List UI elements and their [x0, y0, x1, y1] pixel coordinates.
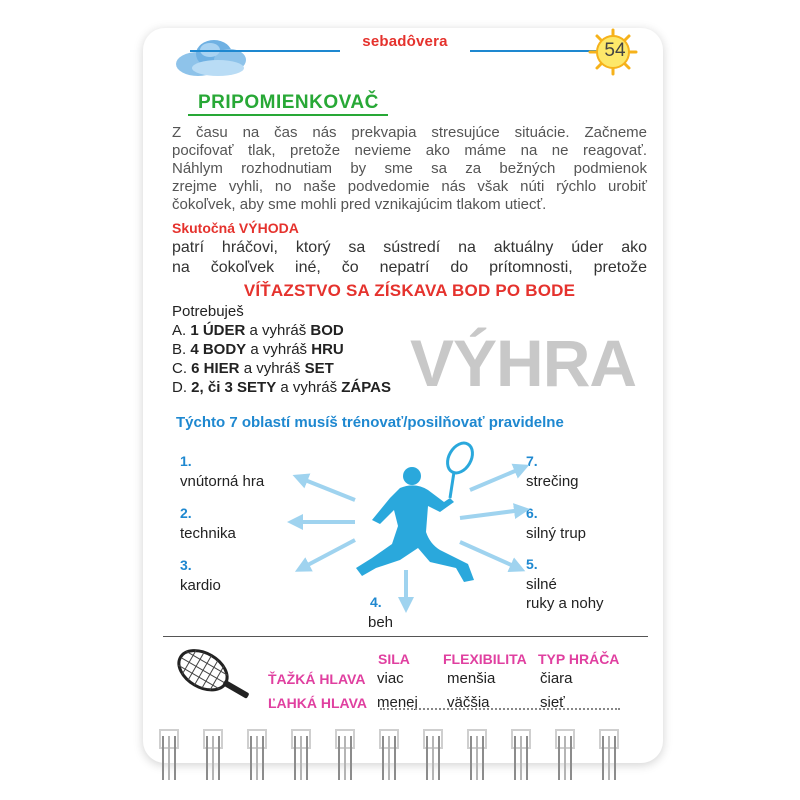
intro-line: Náhlym rozhodnutiam by sme sa za bežných podmienok — [172, 160, 647, 177]
big-win-word: VÝHRA — [410, 326, 637, 400]
table-cell: viac — [377, 670, 404, 687]
area-5 — [526, 556, 604, 613]
area-label: vnútorná hra — [180, 473, 265, 490]
table-cell: menšia — [447, 670, 496, 687]
needs-item: B. 4 BODY a vyhráš HRU — [172, 341, 344, 358]
intro-line: pocifovať tlak, pretože nevieme ako máme na ne reagovať. — [172, 142, 647, 159]
arrow-right-up-icon — [470, 468, 522, 490]
area-1 — [180, 453, 264, 491]
spiral-binding — [150, 728, 650, 788]
title-underline — [188, 114, 388, 116]
page-number: 54 — [604, 40, 626, 61]
needs-item: C. 6 HIER a vyhráš SET — [172, 360, 334, 377]
training-diagram — [280, 440, 530, 615]
area-3 — [180, 557, 221, 595]
needs-list — [172, 302, 391, 397]
needs-lead: Potrebuješ — [172, 303, 244, 320]
col-header-flexibilita: FLEXIBILITA — [443, 651, 527, 667]
needs-item: D. 2, či 3 SETY a vyhráš ZÁPAS — [172, 379, 391, 396]
section-title: PRIPOMIENKOVAČ — [198, 92, 379, 113]
table-cell: väčšia — [447, 694, 490, 711]
area-number: 6. — [526, 505, 538, 521]
area-label: technika — [180, 525, 236, 542]
area-number: 5. — [526, 556, 538, 572]
area-label: silný trup — [526, 525, 587, 542]
intro-line: zrejme vyhli, no naše podvedomie nás však núti rýchlo urobiť — [172, 178, 647, 195]
area-7 — [526, 453, 579, 491]
racket-icon — [172, 648, 252, 710]
page-topic: sebadôvera — [362, 33, 448, 50]
arrow-left-up-icon — [300, 478, 355, 500]
table-cell: čiara — [540, 670, 573, 687]
advantage-line: patrí hráčovi, ktorý sa sústredí na aktuálny úder ako — [172, 239, 647, 256]
area-number: 7. — [526, 453, 538, 469]
area-label: beh — [368, 614, 394, 631]
col-header-sila: SILA — [378, 651, 410, 667]
area-number: 4. — [370, 594, 382, 610]
dotted-line — [380, 708, 620, 710]
row-header-tazka-hlava: ŤAŽKÁ HLAVA — [268, 671, 366, 687]
areas-title: Týchto 7 oblastí musíš trénovať/posilňovať pravidelne — [176, 414, 564, 431]
row-header-lahka-hlava: ĽAHKÁ HLAVA — [268, 695, 368, 711]
intro-line: čokoľvek, aby sme mohli pred vznikajúcim tlakom utiecť. — [172, 196, 547, 213]
victory-statement: VÍŤAZSTVO SA ZÍSKAVA BOD PO BODE — [243, 281, 576, 300]
arrow-right-down-icon — [460, 542, 518, 568]
area-6 — [526, 505, 586, 543]
section-divider — [163, 636, 648, 637]
tennis-player-icon — [356, 467, 474, 582]
needs-item: A. 1 ÚDER a vyhráš BOD — [172, 322, 344, 339]
advantage-paragraph — [172, 238, 647, 278]
arrow-left-down-icon — [302, 540, 355, 568]
col-header-typ-hraca: TYP HRÁČA — [538, 651, 620, 667]
area-label: ruky a nohy — [526, 595, 604, 612]
advantage-line: na čokoľvek iné, čo nepatrí do prítomnosti, pretože — [172, 259, 647, 276]
area-2 — [180, 505, 236, 543]
arrow-right-icon — [460, 510, 522, 518]
clouds-icon — [172, 34, 250, 80]
area-number: 1. — [180, 453, 192, 469]
table-cell: menej — [377, 694, 418, 711]
area-number: 2. — [180, 505, 192, 521]
area-label: silné — [526, 576, 557, 593]
table-cell: sieť — [540, 694, 565, 711]
area-label: kardio — [180, 577, 221, 594]
area-label: strečing — [526, 473, 579, 490]
area-number: 3. — [180, 557, 192, 573]
advantage-title: Skutočná VÝHODA — [172, 220, 299, 236]
intro-paragraph — [172, 124, 647, 214]
intro-line: Z času na čas nás prekvapia stresujúce situácie. Začneme — [172, 124, 647, 141]
